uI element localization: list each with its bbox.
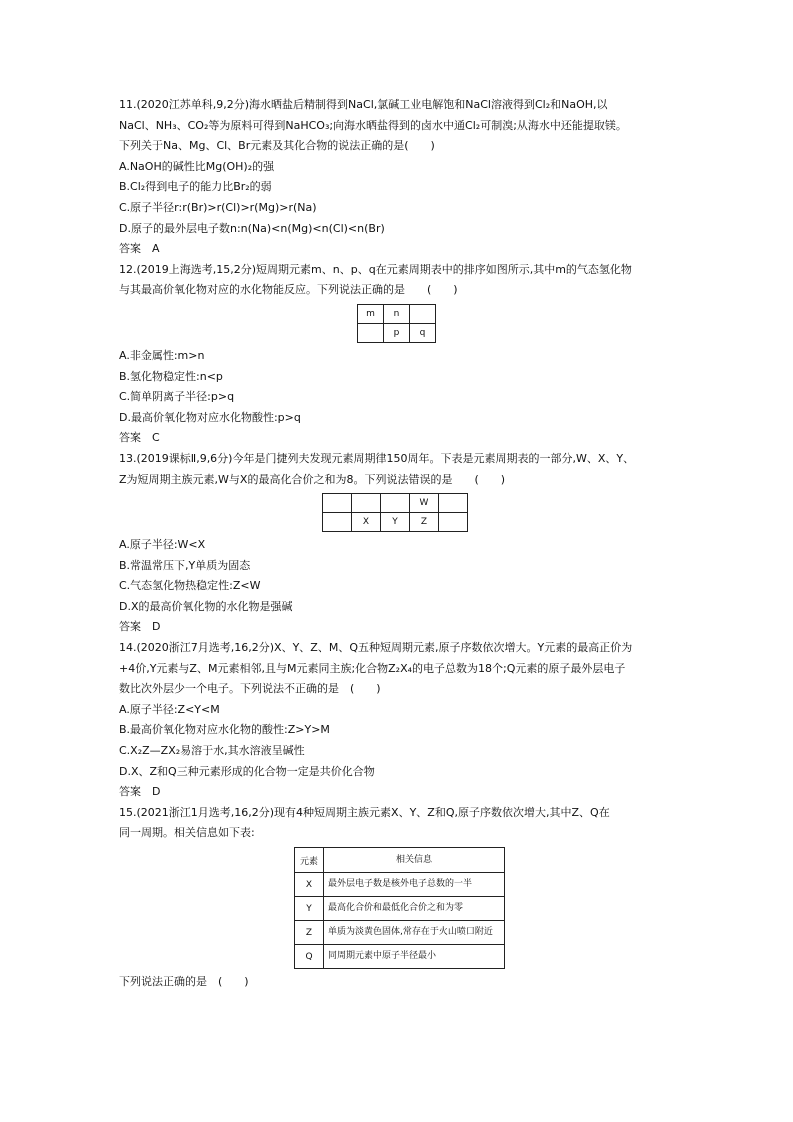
question-13-periodic-table xyxy=(322,493,468,532)
table-cell: n xyxy=(384,304,410,323)
table-cell xyxy=(352,494,381,513)
question-12-option-a: A.非金属性:m>n xyxy=(119,348,205,362)
table-cell xyxy=(358,323,384,342)
question-14 xyxy=(119,638,679,803)
question-12-line-2: 与其最高价氧化物对应的水化物能反应。下列说法正确的是 ( ) xyxy=(119,283,458,297)
question-12-option-c: C.简单阴离子半径:p>q xyxy=(119,390,235,404)
table-cell: m xyxy=(358,304,384,323)
table-header-element: 元素 xyxy=(295,848,324,873)
table-header-info: 相关信息 xyxy=(324,848,505,873)
question-12-answer: 答案 C xyxy=(119,431,160,445)
question-13-option-b: B.常温常压下,Y单质为固态 xyxy=(119,558,251,572)
question-11-line-2: NaCl、NH₃、CO₂等为原料可得到NaHCO₃;向海水晒盐得到的卤水中通Cl₂可制溴;从海水中还能提取镁。 xyxy=(119,118,627,132)
table-cell xyxy=(381,494,410,513)
table-cell-info: 同周期元素中原子半径最小 xyxy=(324,945,505,969)
table-cell: X xyxy=(352,513,381,532)
table-cell xyxy=(439,494,468,513)
table-cell-info: 单质为淡黄色固体,常存在于火山喷口附近 xyxy=(324,921,505,945)
question-14-line-1: 14.(2020浙江7月选考,16,2分)X、Y、Z、M、Q五种短周期元素,原子序数依次增大。Y元素的最高正价为 xyxy=(119,641,633,655)
table-cell-element: Z xyxy=(295,921,324,945)
question-13-option-a: A.原子半径:W<X xyxy=(119,538,206,552)
question-12 xyxy=(119,260,679,449)
table-cell: p xyxy=(384,323,410,342)
question-15-line-1: 15.(2021浙江1月选考,16,2分)现有4种短周期主族元素X、Y、Z和Q,原子序数依次增大,其中Z、Q在 xyxy=(119,805,610,819)
question-15-info-table xyxy=(294,847,505,969)
question-15 xyxy=(119,803,679,993)
question-14-line-3: 数比次外层少一个电子。下列说法不正确的是 ( ) xyxy=(119,682,381,696)
table-cell xyxy=(323,494,352,513)
table-cell-element: Y xyxy=(295,897,324,921)
question-13-option-c: C.气态氢化物热稳定性:Z<W xyxy=(119,579,261,593)
table-cell: Z xyxy=(410,513,439,532)
question-14-option-d: D.X、Z和Q三种元素形成的化合物一定是共价化合物 xyxy=(119,764,375,778)
table-cell-info: 最外层电子数是核外电子总数的一半 xyxy=(324,873,505,897)
question-13-option-d: D.X的最高价氧化物的水化物是强碱 xyxy=(119,599,293,613)
question-13 xyxy=(119,449,679,638)
question-11-line-3: 下列关于Na、Mg、Cl、Br元素及其化合物的说法正确的是( ) xyxy=(119,139,435,153)
question-14-option-b: B.最高价氧化物对应水化物的酸性:Z>Y>M xyxy=(119,723,330,737)
question-15-prompt: 下列说法正确的是 ( ) xyxy=(119,975,249,988)
question-11-option-d: D.原子的最外层电子数n:n(Na)<n(Mg)<n(Cl)<n(Br) xyxy=(119,221,385,235)
question-12-option-d: D.最高价氧化物对应水化物酸性:p>q xyxy=(119,410,301,424)
table-cell: Y xyxy=(381,513,410,532)
question-11-option-c: C.原子半径r:r(Br)>r(Cl)>r(Mg)>r(Na) xyxy=(119,200,317,214)
question-11-line-1: 11.(2020江苏单科,9,2分)海水晒盐后精制得到NaCl,氯碱工业电解饱和NaCl溶液得到Cl₂和NaOH,以 xyxy=(119,98,608,111)
question-13-answer: 答案 D xyxy=(119,620,161,634)
table-cell xyxy=(439,513,468,532)
question-14-option-a: A.原子半径:Z<Y<M xyxy=(119,702,220,716)
table-cell: q xyxy=(410,323,436,342)
question-content xyxy=(119,95,679,993)
question-13-line-1: 13.(2019课标Ⅱ,9,6分)今年是门捷列夫发现元素周期律150周年。下表是元素周期表的一部分,W、X、Y、 xyxy=(119,451,635,465)
table-cell xyxy=(410,304,436,323)
question-12-line-1: 12.(2019上海选考,15,2分)短周期元素m、n、p、q在元素周期表中的排序如图所示,其中m的气态氢化物 xyxy=(119,262,632,276)
question-12-periodic-table xyxy=(357,304,436,343)
question-11-answer: 答案 A xyxy=(119,242,160,256)
table-cell: W xyxy=(410,494,439,513)
question-13-line-2: Z为短周期主族元素,W与X的最高化合价之和为8。下列说法错误的是 ( ) xyxy=(119,472,506,486)
question-14-answer: 答案 D xyxy=(119,785,161,799)
question-14-option-c: C.X₂Z—ZX₂易溶于水,其水溶液呈碱性 xyxy=(119,744,305,758)
table-cell-element: X xyxy=(295,873,324,897)
question-15-line-2: 同一周期。相关信息如下表: xyxy=(119,826,255,840)
question-11-option-a: A.NaOH的碱性比Mg(OH)₂的强 xyxy=(119,159,275,173)
question-12-option-b: B.氢化物稳定性:n<p xyxy=(119,369,223,383)
question-14-line-2: +4价,Y元素与Z、M元素相邻,且与M元素同主族;化合物Z₂X₄的电子总数为18个;Q元素的原子最外层电子 xyxy=(119,661,626,675)
question-11 xyxy=(119,95,679,260)
table-cell-info: 最高化合价和最低化合价之和为零 xyxy=(324,897,505,921)
table-cell-element: Q xyxy=(295,945,324,969)
table-cell xyxy=(323,513,352,532)
question-11-option-b: B.Cl₂得到电子的能力比Br₂的弱 xyxy=(119,180,272,194)
